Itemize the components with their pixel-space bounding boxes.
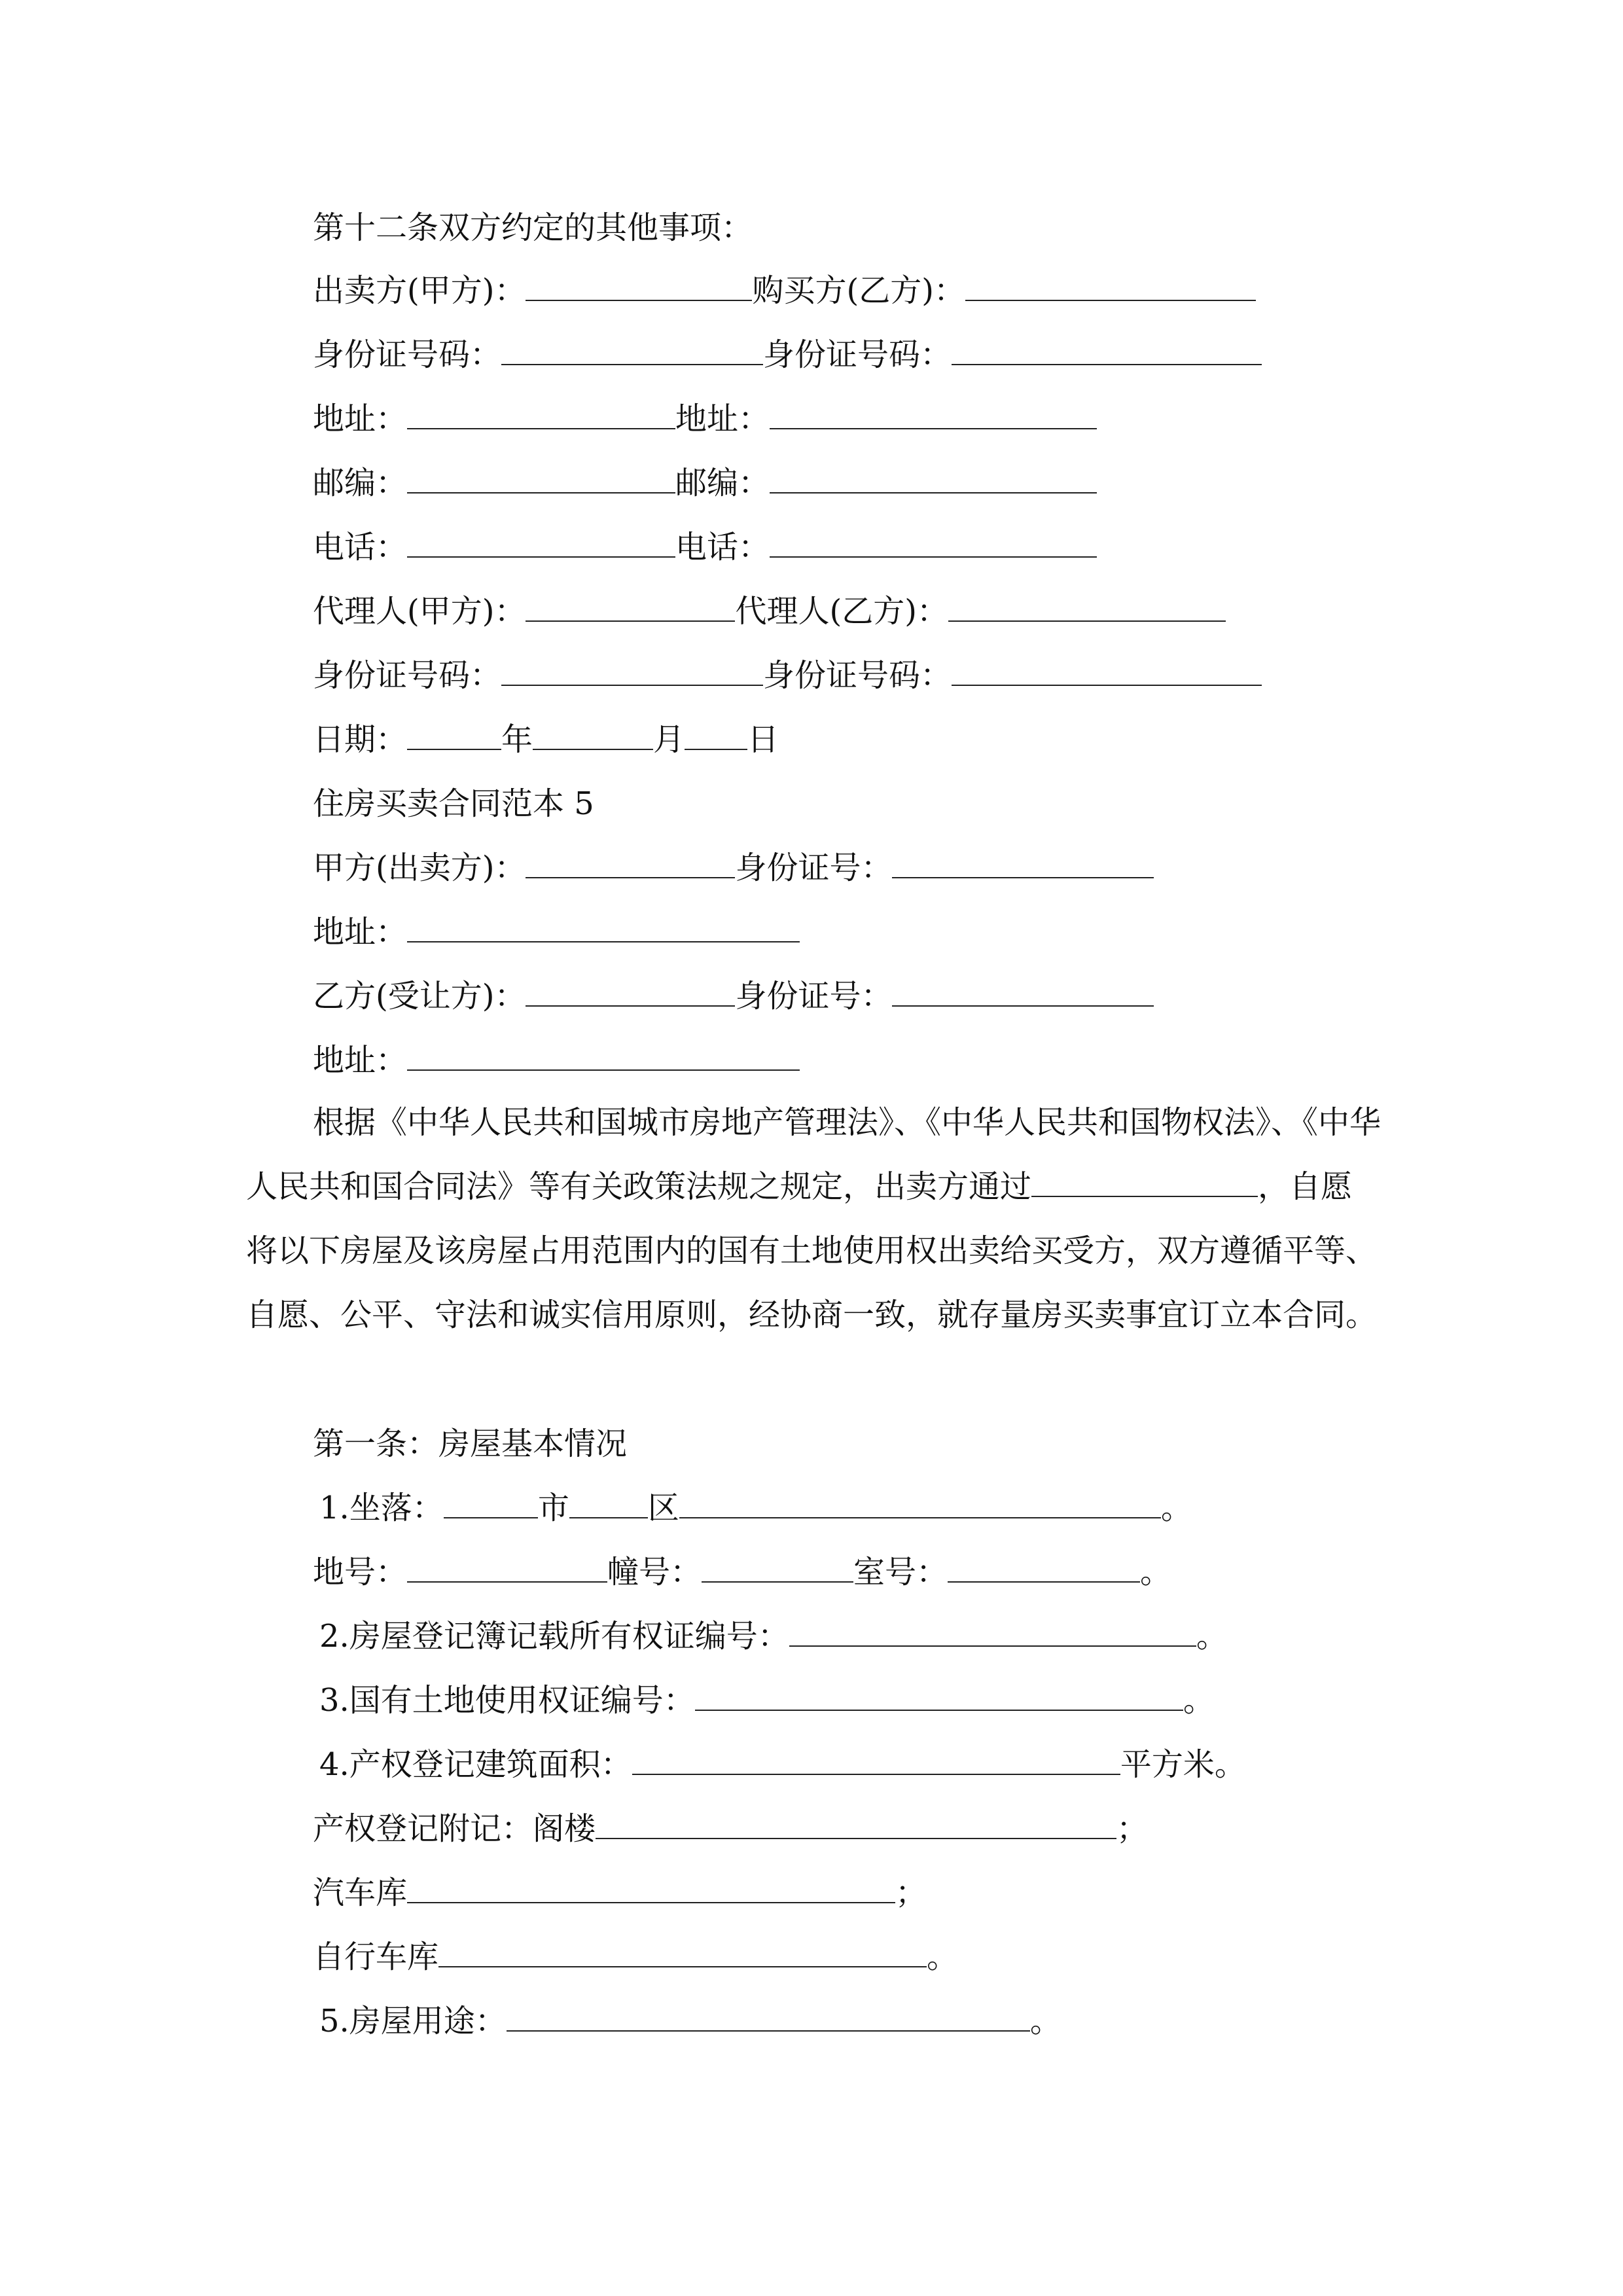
id-row-2: 身份证号码： 身份证号码： xyxy=(313,656,1262,695)
buyer-address-blank[interactable] xyxy=(770,403,1097,429)
seller-name-blank[interactable] xyxy=(526,275,752,301)
party-a-row: 甲方(出卖方)： 身份证号： xyxy=(313,848,1154,888)
agent-b-id-blank[interactable] xyxy=(952,660,1262,686)
party-b-row: 乙方(受让方)： 身份证号： xyxy=(313,977,1154,1016)
month-blank[interactable] xyxy=(533,724,653,750)
seller-address-blank[interactable] xyxy=(407,403,675,429)
ownership-cert-blank[interactable] xyxy=(789,1621,1196,1647)
party-b-address-blank[interactable] xyxy=(407,1045,800,1071)
bike-garage-blank[interactable] xyxy=(438,1941,927,1967)
buyer-phone-blank[interactable] xyxy=(770,531,1097,558)
buyer-id-blank[interactable] xyxy=(952,339,1262,365)
registration-row: 2.房屋登记簿记载所有权证编号： 。 xyxy=(319,1618,1228,1655)
note-attic-row: 产权登记附记：阁楼 ； xyxy=(313,1810,1149,1847)
section12-heading: 第十二条双方约定的其他事项： xyxy=(313,209,753,246)
garage-row: 汽车库 ； xyxy=(313,1874,927,1911)
bike-garage-row: 自行车库 。 xyxy=(313,1939,959,1975)
area-row: 4.产权登记建筑面积： 平方米。 xyxy=(319,1746,1246,1783)
agent-a-id-blank[interactable] xyxy=(501,660,763,686)
buyer-postcode-blank[interactable] xyxy=(770,467,1097,493)
year-blank[interactable] xyxy=(407,724,501,750)
land-cert-row: 3.国有土地使用权证编号： 。 xyxy=(319,1682,1215,1719)
article1-heading: 第一条：房屋基本情况 xyxy=(313,1426,628,1462)
party-a-name-blank[interactable] xyxy=(526,852,735,878)
area-blank[interactable] xyxy=(632,1749,1120,1775)
lot-row: 地号： 幢号： 室号： 。 xyxy=(313,1554,1172,1590)
agent-a-blank[interactable] xyxy=(526,596,735,622)
buyer-name-blank[interactable] xyxy=(965,275,1256,301)
use-blank[interactable] xyxy=(507,2005,1030,2032)
room-number-blank[interactable] xyxy=(948,1556,1140,1583)
party-a-address-blank[interactable] xyxy=(407,916,800,942)
land-cert-blank[interactable] xyxy=(695,1685,1183,1711)
agent-row: 代理人(甲方)： 代理人(乙方)： xyxy=(313,592,1226,631)
location-row: 1.坐落： 市 区 。 xyxy=(319,1490,1192,1526)
preamble-paragraph: 根据《中华人民共和国城市房地产管理法》、《中华人民共和国物权法》、《中华人民共和国合同法》等有关政策法规之规定，出卖方通过 ，自愿将以下房屋及该房屋占用范围内的国有土地使用权出卖给买受方，双方遵循平等、自愿、公平、守法和诚实信用原则，经协商一致，就存量房买卖事宜订立本合同。 xyxy=(246,1104,1382,1333)
day-blank[interactable] xyxy=(685,724,747,750)
party-a-id-blank[interactable] xyxy=(892,852,1154,878)
party-b-address-row: 地址： xyxy=(313,1041,800,1080)
party-a-address-row: 地址： xyxy=(313,912,800,952)
contract5-title: 住房买卖合同范本 5 xyxy=(313,785,594,822)
lot-number-blank[interactable] xyxy=(407,1556,607,1583)
garage-blank[interactable] xyxy=(407,1877,895,1903)
seller-postcode-blank[interactable] xyxy=(407,467,675,493)
seller-buyer-row: 出卖方(甲方)： 购买方(乙方)： xyxy=(313,271,1256,310)
location-detail-blank[interactable] xyxy=(679,1492,1161,1518)
postcode-row: 邮编： 邮编： xyxy=(313,463,1097,503)
agent-b-blank[interactable] xyxy=(948,596,1226,622)
address-row: 地址： 地址： xyxy=(313,399,1097,439)
phone-row: 电话： 电话： xyxy=(313,528,1097,567)
use-row: 5.房屋用途： 。 xyxy=(319,2003,1061,2039)
id-row-1: 身份证号码： 身份证号码： xyxy=(313,335,1262,374)
attic-blank[interactable] xyxy=(596,1813,1116,1839)
district-blank[interactable] xyxy=(569,1492,648,1518)
seller-phone-blank[interactable] xyxy=(407,531,675,558)
date-row: 日期： 年 月 日 xyxy=(313,721,779,758)
city-blank[interactable] xyxy=(444,1492,538,1518)
building-number-blank[interactable] xyxy=(702,1556,853,1583)
party-b-name-blank[interactable] xyxy=(526,980,735,1007)
preamble-method-blank[interactable] xyxy=(1031,1171,1258,1197)
seller-id-blank[interactable] xyxy=(501,339,763,365)
party-b-id-blank[interactable] xyxy=(892,980,1154,1007)
